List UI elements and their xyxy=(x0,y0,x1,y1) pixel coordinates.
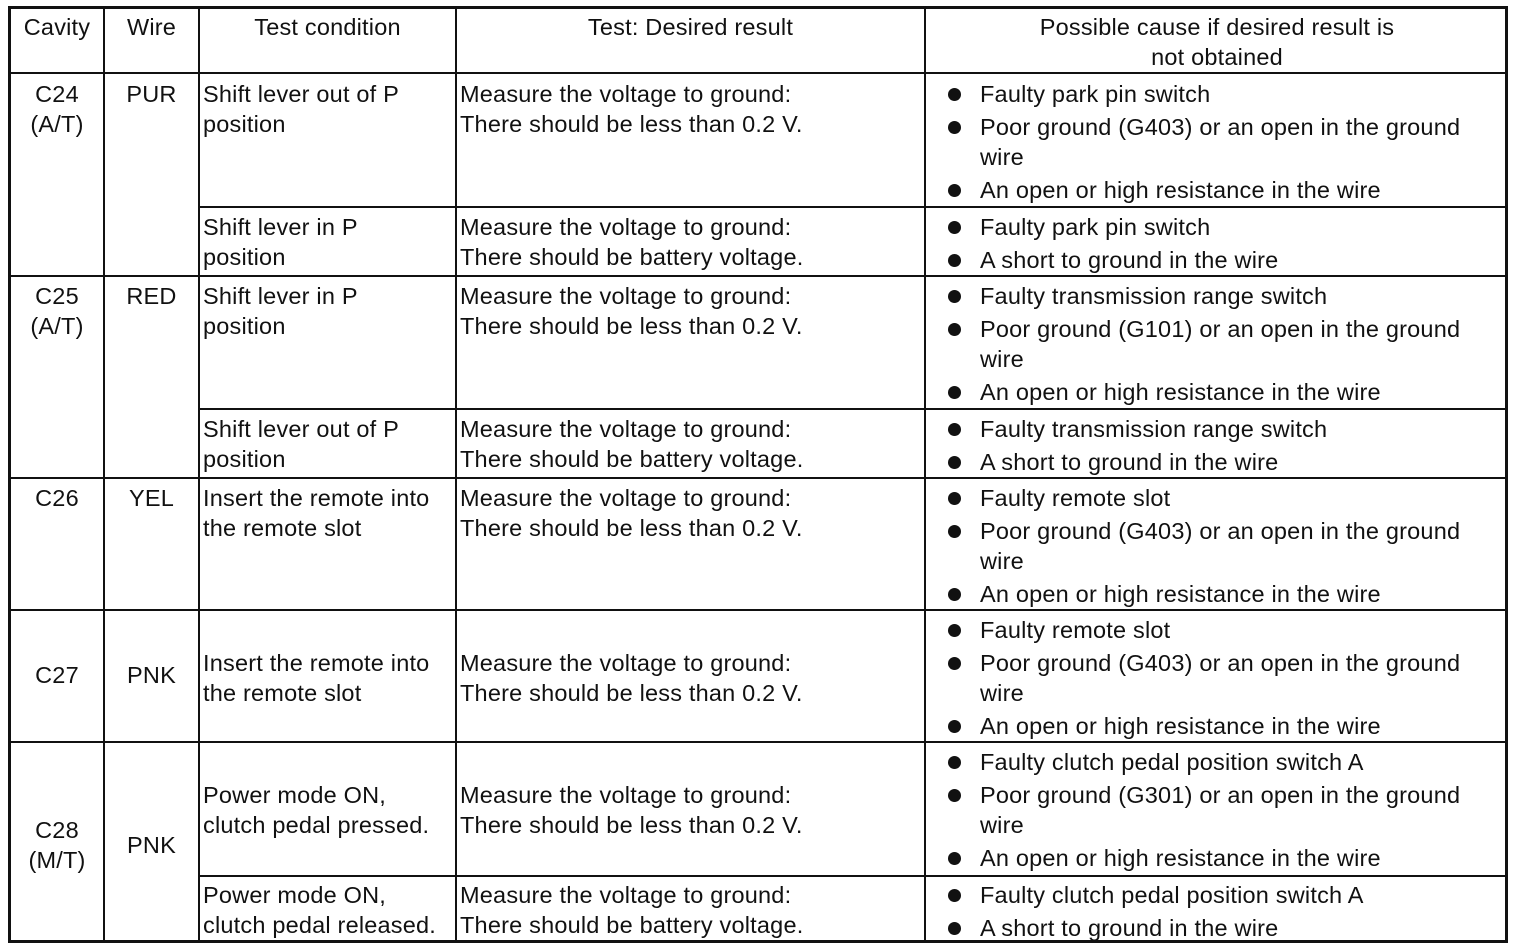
desired-result-cell xyxy=(460,780,803,840)
test-condition-cell xyxy=(203,212,358,272)
condition-line: position xyxy=(203,446,286,472)
wire-cell: PNK xyxy=(127,662,176,688)
cause-text: Poor ground (G301) or an open in the ground xyxy=(980,782,1461,808)
subrow-divider xyxy=(198,206,1505,208)
result-line: Measure the voltage to ground: xyxy=(460,416,792,442)
column-divider xyxy=(924,9,926,940)
bullet-icon xyxy=(948,221,961,234)
cause-item xyxy=(948,447,1327,477)
header-test-condition: Test condition xyxy=(254,14,401,40)
cause-item xyxy=(948,245,1278,275)
wire-cell: PUR xyxy=(126,81,177,107)
header-possible-cause-line1: Possible cause if desired result is xyxy=(1039,14,1395,40)
result-line: Measure the voltage to ground: xyxy=(460,650,792,676)
desired-result-cell xyxy=(460,414,803,474)
cavity-id: C26 xyxy=(35,485,79,511)
result-line: Measure the voltage to ground: xyxy=(460,283,792,309)
bullet-icon xyxy=(948,657,961,670)
cause-item-continuation xyxy=(948,142,1460,172)
condition-line: Shift lever in P xyxy=(203,283,358,309)
cause-text: Poor ground (G403) or an open in the ground xyxy=(980,114,1461,140)
test-condition-cell xyxy=(203,780,429,840)
test-condition-cell xyxy=(203,648,429,708)
cause-item-continuation xyxy=(948,678,1460,708)
cavity-id: C24 xyxy=(35,81,79,107)
cause-item xyxy=(948,711,1460,741)
cause-text: wire xyxy=(980,144,1024,170)
cause-item xyxy=(948,281,1460,311)
possible-cause-cell xyxy=(948,79,1460,205)
cause-item-continuation xyxy=(948,546,1460,576)
cavity-cell xyxy=(11,281,103,341)
cause-text: Faulty remote slot xyxy=(980,485,1171,511)
possible-cause-cell xyxy=(948,281,1460,407)
cause-text: Faulty clutch pedal position switch A xyxy=(980,749,1364,775)
result-line: Measure the voltage to ground: xyxy=(460,882,792,908)
bullet-icon xyxy=(948,290,961,303)
bullet-icon xyxy=(948,121,961,134)
cause-item xyxy=(948,314,1460,344)
condition-line: Shift lever in P xyxy=(203,214,358,240)
condition-line: clutch pedal released. xyxy=(203,912,437,938)
possible-cause-cell xyxy=(948,483,1460,609)
cause-text: wire xyxy=(980,548,1024,574)
test-condition-cell xyxy=(203,79,399,139)
cavity-cell xyxy=(11,815,103,875)
cause-item xyxy=(948,747,1460,777)
desired-result-cell xyxy=(460,212,803,272)
cavity-cell xyxy=(11,660,103,690)
cause-item xyxy=(948,579,1460,609)
cause-text: Faulty park pin switch xyxy=(980,81,1211,107)
cavity-cell xyxy=(11,79,103,139)
desired-result-cell xyxy=(460,483,803,543)
cause-text: Poor ground (G403) or an open in the ground xyxy=(980,518,1461,544)
cause-item xyxy=(948,843,1460,873)
cavity-cell xyxy=(11,483,103,513)
bullet-icon xyxy=(948,456,961,469)
cause-text: An open or high resistance in the wire xyxy=(980,177,1381,203)
condition-line: clutch pedal pressed. xyxy=(203,812,430,838)
condition-line: the remote slot xyxy=(203,515,362,541)
bullet-icon xyxy=(948,756,961,769)
possible-cause-cell xyxy=(948,880,1364,943)
cause-text: Faulty remote slot xyxy=(980,617,1171,643)
cause-text: Faulty transmission range switch xyxy=(980,416,1328,442)
desired-result-cell xyxy=(460,648,803,708)
condition-line: position xyxy=(203,313,286,339)
cause-item xyxy=(948,112,1460,142)
result-line: There should be battery voltage. xyxy=(460,446,804,472)
row-divider xyxy=(11,275,1505,277)
cause-item xyxy=(948,175,1460,205)
condition-line: Shift lever out of P xyxy=(203,81,400,107)
diagnostic-table xyxy=(8,6,1508,943)
wire-cell: RED xyxy=(126,283,177,309)
cause-item xyxy=(948,615,1460,645)
cause-item-continuation xyxy=(948,344,1460,374)
row-divider xyxy=(11,72,1505,74)
bullet-icon xyxy=(948,889,961,902)
result-line: Measure the voltage to ground: xyxy=(460,485,792,511)
cause-item xyxy=(948,516,1460,546)
cause-item xyxy=(948,212,1278,242)
possible-cause-cell xyxy=(948,747,1460,873)
cause-text: Faulty park pin switch xyxy=(980,214,1211,240)
header-possible-cause xyxy=(926,12,1508,72)
bullet-icon xyxy=(948,588,961,601)
cause-item xyxy=(948,913,1364,943)
header-wire: Wire xyxy=(126,14,177,40)
test-condition-cell xyxy=(203,880,436,940)
bullet-icon xyxy=(948,624,961,637)
cause-text: Faulty transmission range switch xyxy=(980,283,1328,309)
bullet-icon xyxy=(948,525,961,538)
row-divider xyxy=(11,609,1505,611)
result-line: There should be less than 0.2 V. xyxy=(460,812,803,838)
cause-item xyxy=(948,648,1460,678)
test-condition-cell xyxy=(203,414,399,474)
bullet-icon xyxy=(948,323,961,336)
condition-line: Power mode ON, xyxy=(203,882,387,908)
cause-text: A short to ground in the wire xyxy=(980,915,1279,941)
bullet-icon xyxy=(948,720,961,733)
bullet-icon xyxy=(948,922,961,935)
bullet-icon xyxy=(948,254,961,267)
header-desired-result: Test: Desired result xyxy=(587,14,794,40)
result-line: There should be less than 0.2 V. xyxy=(460,111,803,137)
condition-line: position xyxy=(203,244,286,270)
cause-text: A short to ground in the wire xyxy=(980,247,1279,273)
desired-result-cell xyxy=(460,880,803,940)
cause-text: wire xyxy=(980,680,1024,706)
cause-item xyxy=(948,483,1460,513)
bullet-icon xyxy=(948,852,961,865)
result-line: There should be less than 0.2 V. xyxy=(460,313,803,339)
cavity-type: (A/T) xyxy=(30,313,84,339)
result-line: Measure the voltage to ground: xyxy=(460,214,792,240)
bullet-icon xyxy=(948,88,961,101)
test-condition-cell xyxy=(203,281,358,341)
result-line: Measure the voltage to ground: xyxy=(460,782,792,808)
column-divider xyxy=(198,9,200,940)
subrow-divider xyxy=(198,875,1505,877)
wire-cell: PNK xyxy=(127,832,176,858)
cause-text: Poor ground (G403) or an open in the ground xyxy=(980,650,1461,676)
condition-line: Insert the remote into xyxy=(203,650,430,676)
cause-text: An open or high resistance in the wire xyxy=(980,379,1381,405)
bullet-icon xyxy=(948,423,961,436)
cause-text: Faulty clutch pedal position switch A xyxy=(980,882,1364,908)
condition-line: Power mode ON, xyxy=(203,782,387,808)
desired-result-cell xyxy=(460,79,803,139)
cause-item xyxy=(948,414,1327,444)
bullet-icon xyxy=(948,789,961,802)
result-line: There should be less than 0.2 V. xyxy=(460,515,803,541)
result-line: There should be battery voltage. xyxy=(460,244,804,270)
cause-item xyxy=(948,79,1460,109)
cause-text: wire xyxy=(980,346,1024,372)
wire-cell: YEL xyxy=(128,485,175,511)
cause-item xyxy=(948,880,1364,910)
possible-cause-cell xyxy=(948,615,1460,741)
condition-line: Shift lever out of P xyxy=(203,416,400,442)
test-condition-cell xyxy=(203,483,429,543)
cause-item xyxy=(948,780,1460,810)
cause-text: Poor ground (G101) or an open in the ground xyxy=(980,316,1461,342)
cause-item-continuation xyxy=(948,810,1460,840)
cavity-type: (M/T) xyxy=(28,847,86,873)
condition-line: Insert the remote into xyxy=(203,485,430,511)
result-line: There should be less than 0.2 V. xyxy=(460,680,803,706)
bullet-icon xyxy=(948,184,961,197)
row-divider xyxy=(11,477,1505,479)
desired-result-cell xyxy=(460,281,803,341)
cause-text: An open or high resistance in the wire xyxy=(980,713,1381,739)
result-line: Measure the voltage to ground: xyxy=(460,81,792,107)
cause-item xyxy=(948,377,1460,407)
cavity-id: C28 xyxy=(35,817,79,843)
cavity-id: C25 xyxy=(35,283,79,309)
cause-text: An open or high resistance in the wire xyxy=(980,581,1381,607)
cavity-type: (A/T) xyxy=(30,111,84,137)
cause-text: A short to ground in the wire xyxy=(980,449,1279,475)
column-divider xyxy=(455,9,457,940)
column-divider xyxy=(103,9,105,940)
possible-cause-cell xyxy=(948,414,1327,477)
header-cavity: Cavity xyxy=(23,14,91,40)
bullet-icon xyxy=(948,386,961,399)
condition-line: the remote slot xyxy=(203,680,362,706)
row-divider xyxy=(11,741,1505,743)
cause-text: An open or high resistance in the wire xyxy=(980,845,1381,871)
bullet-icon xyxy=(948,492,961,505)
header-possible-cause-line2: not obtained xyxy=(1151,44,1283,70)
result-line: There should be battery voltage. xyxy=(460,912,804,938)
possible-cause-cell xyxy=(948,212,1278,275)
cause-text: wire xyxy=(980,812,1024,838)
cavity-id: C27 xyxy=(35,662,79,688)
condition-line: position xyxy=(203,111,286,137)
subrow-divider xyxy=(198,408,1505,410)
